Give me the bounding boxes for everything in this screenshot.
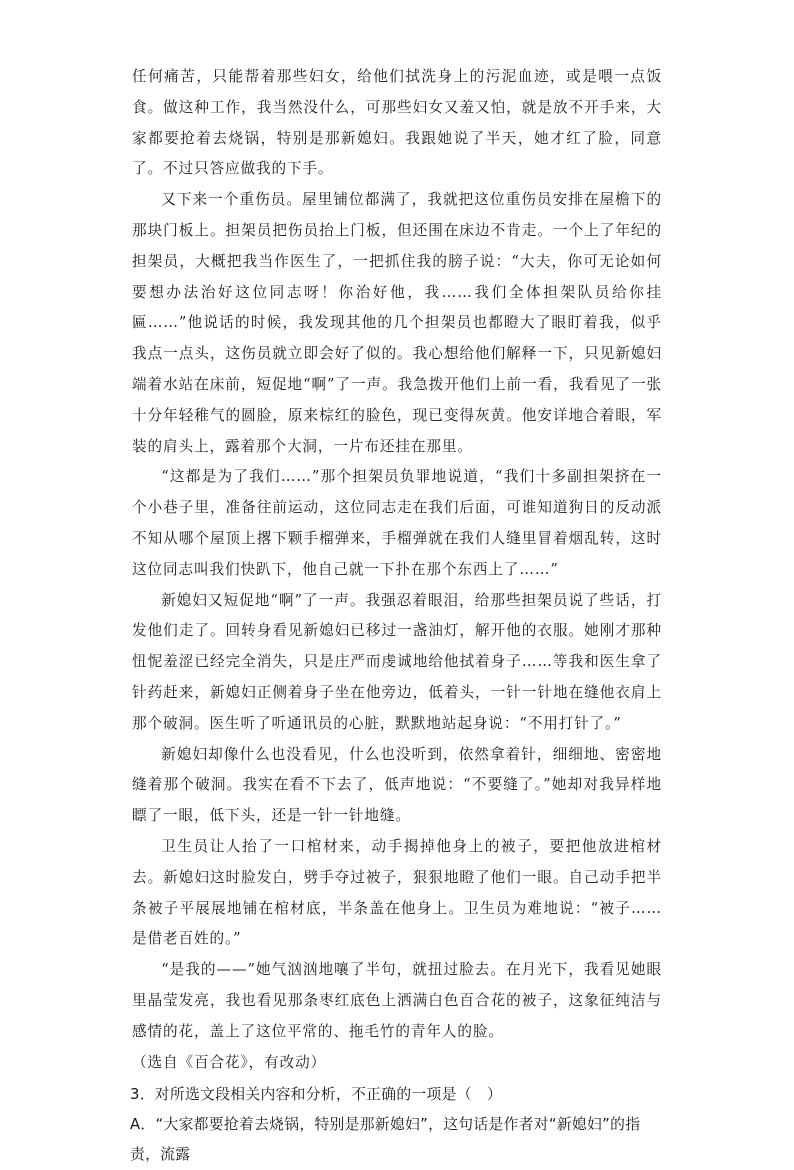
passage-paragraph-4: 新媳妇又短促地“啊”了一声。我强忍着眼泪，给那些担架员说了些话，打发他们走了。回转身看见新媳妇已移过一盏油灯，解开他的衣服。她刚才那种忸怩羞涩已经完全消失，只是庄严而虔诚地给他拭着身子……等我和医生拿了针药赶来，新媳妇正侧着身子坐在他旁边，低着头，一针一针地在缝他衣肩上那个破洞。医生听了听通讯员的心脏，默默地站起身说：“不用打针了。” — [132, 591, 662, 732]
passage-paragraph-2: 又下来一个重伤员。屋里铺位都满了，我就把这位重伤员安排在屋檐下的那块门板上。担架员把伤员抬上门板，但还围在床边不肯走。一个上了年纪的担架员，大概把我当作医生了，一把抓住我的膀子说：“大夫，你可无论如何要想办法治好这位同志呀！你治好他，我……我们全体担架队员给你挂匾……”他说话的时候，我发现其他的几个担架员也都瞪大了眼盯着我，似乎我点一点头，这伤员就立即会好了似的。我心想给他们解释一下，只见新媳妇端着水站在床前，短促地“啊”了一声。我急拨开他们上前一看，我看见了一张十分年轻稚气的圆脸，原来棕红的脸色，现已变得灰黄。他安详地合着眼，军装的肩头上，露着那个大洞，一片布还挂在那里。 — [132, 191, 662, 455]
passage-paragraph-6: 卫生员让人抬了一口棺材来，动手揭掉他身上的被子，要把他放进棺材去。新媳妇这时脸发白，劈手夺过被子，狠狠地瞪了他们一眼。自己动手把半条被子平展展地铺在棺材底，半条盖在他身上。卫生员为难地说：“被子……是借老百姓的。” — [132, 837, 662, 948]
passage-paragraph-1: 任何痛苦，只能帮着那些妇女，给他们拭洗身上的污泥血迹，或是喂一点饭食。做这种工作，我当然没什么，可那些妇女又羞又怕，就是放不开手来，大家都要抢着去烧锅，特别是那新媳妇。我跟她说了半天，她才红了脸，同意了。不过只答应做我的下手。 — [132, 68, 662, 178]
passage-source: （选自《百合花》，有改动） — [132, 1053, 327, 1071]
question-stem: 3．对所选文段相关内容和分析，不正确的一项是（ ） — [130, 1086, 503, 1104]
passage-paragraph-5: 新媳妇却像什么也没看见，什么也没听到，依然拿着针，细细地、密密地缝着那个破洞。我实在看不下去了，低声地说：“不要缝了。”她却对我异样地瞟了一眼，低下头，还是一针一针地缝。 — [132, 745, 662, 825]
passage-paragraph-3: “这都是为了我们……”那个担架员负罪地说道，“我们十多副担架挤在一个小巷子里，准备往前运动，这位同志走在我们后面，可谁知道狗日的反动派不知从哪个屋顶上撂下颗手榴弹来，手榴弹就在我们人缝里冒着烟乱转，这时这位同志叫我们快趴下，他自己就一下扑在那个东西上了……” — [132, 468, 662, 578]
question-block — [132, 1080, 662, 1170]
document-page — [132, 62, 662, 1170]
reading-passage — [132, 62, 662, 1078]
question-option-a: A．“大家都要抢着去烧锅，特别是那新媳妇”，这句话是作者对“新媳妇”的指责，流露 — [130, 1116, 641, 1164]
passage-paragraph-7: “是我的——”她气汹汹地嚷了半句，就扭过脸去。在月光下，我看见她眼里晶莹发亮，我也看见那条枣红底色上洒满白色百合花的被子，这象征纯洁与感情的花，盖上了这位平常的、拖毛竹的青年人的脸。 — [132, 961, 662, 1040]
